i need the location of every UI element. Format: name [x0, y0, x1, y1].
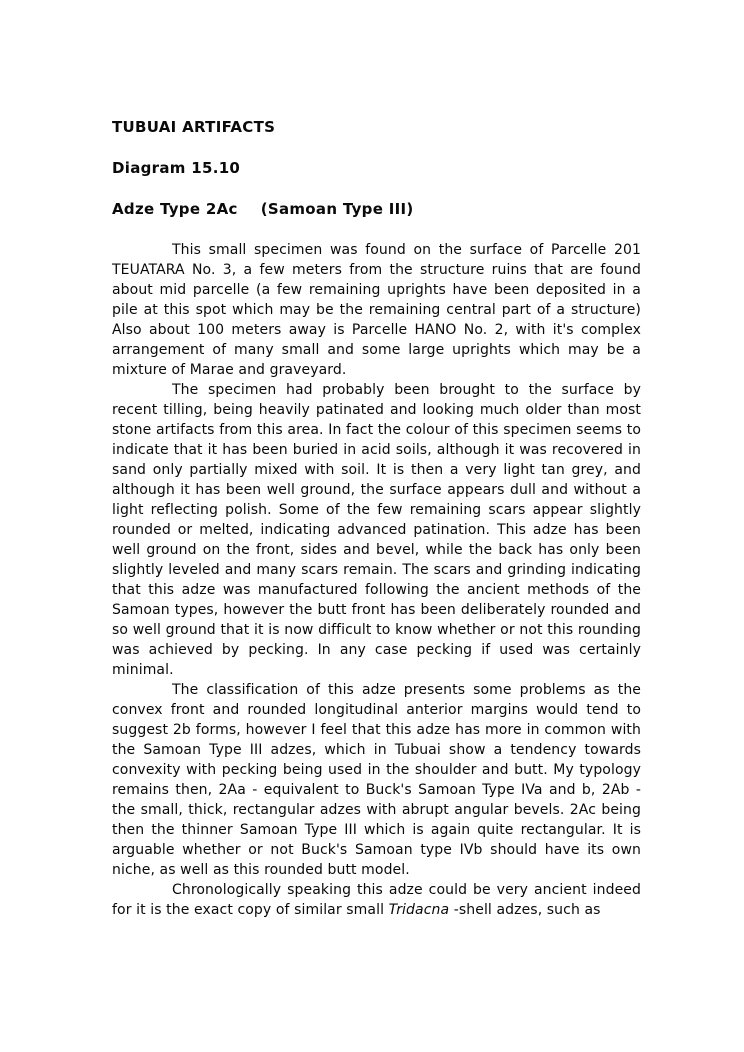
samoan-type-label: (Samoan Type III)	[260, 200, 414, 218]
paragraph-4	[112, 880, 641, 920]
diagram-label: Diagram 15.10	[112, 159, 241, 177]
document-title: TUBUAI ARTIFACTS	[112, 118, 276, 136]
paragraph-4-lead: Chronologically speaking this adze could be very ancient indeed for it is the exact copy of similar small	[112, 882, 641, 918]
paragraph-1: This small specimen was found on the surface of Parcelle 201 TEUATARA No. 3, a few meters from the structure ruins that are found about mid parcelle (a few remaining uprights have been deposited in a pile at this spot which may be the remaining central part of a structure) Also about 100 meters away is Parcelle HANO No. 2, with it's complex arrangement of many small and some large uprights which may be a mixture of Marae and graveyard.	[112, 242, 641, 378]
species-name-italic: Tridacna	[388, 902, 450, 918]
paragraph-2: The specimen had probably been brought to the surface by recent tilling, being heavily patinated and looking much older than most stone artifacts from this area. In fact the colour of this specimen seems to indicate that it has been buried in acid soils, although it was recovered in sand only partially mixed with soil. It is then a very light tan grey, and although it has been well ground, the surface appears dull and without a light reflecting polish. Some of the few remaining scars appear slightly rounded or melted, indicating advanced patination. This adze has been well ground on the front, sides and bevel, while the back has only been slightly leveled and many scars remain. The scars and grinding indicating that this adze was manufactured following the ancient methods of the Samoan types, however the butt front has been deliberately rounded and so well ground that it is now difficult to know whether or not this rounding was achieved by pecking. In any case pecking if used was certainly minimal.	[112, 382, 641, 678]
paragraph-4-tail: -shell adzes, such as	[449, 902, 601, 918]
paragraph-3: The classification of this adze presents some problems as the convex front and rounded longitudinal anterior margins would tend to suggest 2b forms, however I feel that this adze has more in common with the Samoan Type III adzes, which in Tubuai show a tendency towards convexity with pecking being used in the shoulder and butt. My typology remains then, 2Aa - equivalent to Buck's Samoan Type IVa and b, 2Ab - the small, thick, rectangular adzes with abrupt angular bevels. 2Ac being then the thinner Samoan Type III which is again quite rectangular. It is arguable whether or not Buck's Samoan type IVb should have its own niche, as well as this rounded butt model.	[112, 682, 641, 878]
adze-type-label: Adze Type 2Ac	[112, 200, 238, 218]
document-body	[112, 240, 641, 920]
adze-type-heading	[112, 199, 641, 219]
